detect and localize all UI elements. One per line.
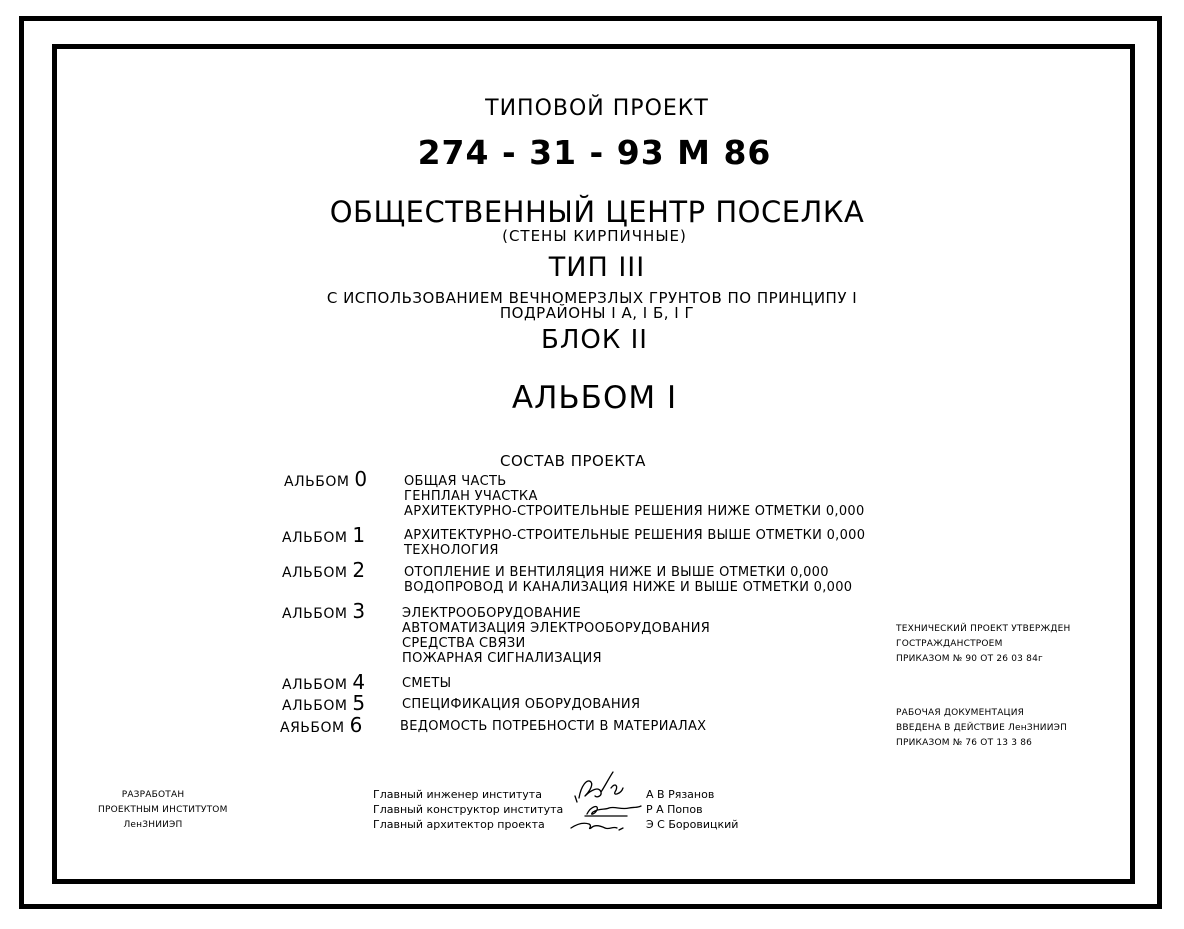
working-docs-approval xyxy=(896,706,1067,751)
album-number: 1 xyxy=(352,523,366,547)
list-item: СПЕЦИФИКАЦИЯ ОБОРУДОВАНИЯ xyxy=(402,697,641,712)
album-label-text: АЛЬБОМ xyxy=(282,677,348,693)
album-3-items xyxy=(402,606,710,666)
developer-line: ПРОЕКТНЫМ ИНСТИТУТОМ xyxy=(98,805,228,815)
list-item: ВЕДОМОСТЬ ПОТРЕБНОСТИ В МАТЕРИАЛАХ xyxy=(400,719,707,734)
album-number: 5 xyxy=(352,691,366,715)
developer-line: ЛенЗНИИЭП xyxy=(123,820,183,830)
album-label-text: АЛЬБОМ xyxy=(282,606,348,622)
developer-block xyxy=(98,788,228,833)
signatory-role: Главный конструктор института xyxy=(373,803,564,816)
signatory-role: Главный архитектор проекта xyxy=(373,818,545,831)
album-label-text: АЛЬБОМ xyxy=(282,698,348,714)
project-code: 274 - 31 - 93 М 86 xyxy=(417,133,772,172)
album-label-text: АЛЬБОМ xyxy=(282,530,348,546)
album-6-items xyxy=(400,719,706,734)
album-1-items xyxy=(404,528,865,558)
list-item: ВОДОПРОВОД И КАНАЛИЗАЦИЯ НИЖЕ И ВЫШЕ ОТМЕТКИ 0,000 xyxy=(404,580,853,595)
project-name: ОБЩЕСТВЕННЫЙ ЦЕНТР ПОСЕЛКА xyxy=(329,195,865,229)
signatory-name: Э С Боровицкий xyxy=(646,818,739,831)
album-number: 0 xyxy=(354,467,368,491)
approval-line: ПРИКАЗОМ № 76 ОТ 13 3 86 xyxy=(896,738,1033,748)
signatory-role: Главный инженер института xyxy=(373,788,542,801)
album-label-text: АЯЬБОМ xyxy=(280,720,345,736)
permafrost-note: С ИСПОЛЬЗОВАНИЕМ ВЕЧНОМЕРЗЛЫХ ГРУНТОВ ПО ПРИНЦИПУ I xyxy=(326,289,858,307)
album-label-text: АЛЬБОМ xyxy=(284,474,350,490)
subregions-note: ПОДРАЙОНЫ I А, I Б, I Г xyxy=(499,304,695,322)
list-item: ОБЩАЯ ЧАСТЬ xyxy=(404,474,507,489)
album-number: 4 xyxy=(352,670,366,694)
approval-line: ПРИКАЗОМ № 90 ОТ 26 03 84г xyxy=(896,654,1043,664)
album-3-label xyxy=(282,599,366,623)
album-6-label xyxy=(280,713,363,737)
signatory-name: А В Рязанов xyxy=(646,788,715,801)
album-1-label xyxy=(282,523,366,547)
album-label-text: АЛЬБОМ xyxy=(282,565,348,581)
signatory-name: Р А Попов xyxy=(646,803,703,816)
album-4-items xyxy=(402,676,451,691)
list-item: АРХИТЕКТУРНО-СТРОИТЕЛЬНЫЕ РЕШЕНИЯ НИЖЕ ОТМЕТКИ 0,000 xyxy=(404,504,865,519)
list-item: ТЕХНОЛОГИЯ xyxy=(404,543,499,558)
approval-line: ТЕХНИЧЕСКИЙ ПРОЕКТ УТВЕРЖДЕН xyxy=(896,624,1071,634)
technical-approval xyxy=(896,622,1070,667)
album-title: АЛЬБОМ I xyxy=(511,380,678,416)
album-2-items xyxy=(404,565,852,595)
building-type: ТИП III xyxy=(548,252,646,283)
approval-line: ГОСТРАЖДАНСТРОЕМ xyxy=(896,639,1003,649)
handwritten-signatures xyxy=(565,768,645,836)
album-0-items xyxy=(404,474,865,519)
list-item: ЭЛЕКТРООБОРУДОВАНИЕ xyxy=(402,606,582,621)
album-0-label xyxy=(284,467,368,491)
approval-line: РАБОЧАЯ ДОКУМЕНТАЦИЯ xyxy=(896,708,1025,718)
list-item: АВТОМАТИЗАЦИЯ ЭЛЕКТРООБОРУДОВАНИЯ xyxy=(402,621,711,636)
developer-line: РАЗРАБОТАН xyxy=(121,790,185,800)
project-kind: ТИПОВОЙ ПРОЕКТ xyxy=(485,96,709,121)
list-item: ГЕНПЛАН УЧАСТКА xyxy=(404,489,538,504)
album-number: 6 xyxy=(349,713,363,737)
approval-line: ВВЕДЕНА В ДЕЙСТВИЕ ЛенЗНИИЭП xyxy=(896,723,1068,733)
list-item: СМЕТЫ xyxy=(402,676,452,691)
album-number: 3 xyxy=(352,599,366,623)
album-5-items xyxy=(402,697,640,712)
list-item: ОТОПЛЕНИЕ И ВЕНТИЛЯЦИЯ НИЖЕ И ВЫШЕ ОТМЕТКИ 0,000 xyxy=(404,565,829,580)
album-5-label xyxy=(282,691,366,715)
walls-note: (СТЕНЫ КИРПИЧНЫЕ) xyxy=(502,227,687,245)
list-item: СРЕДСТВА СВЯЗИ xyxy=(402,636,526,651)
album-2-label xyxy=(282,558,366,582)
signatory-roles xyxy=(373,787,563,832)
block-label: БЛОК II xyxy=(541,325,648,355)
signatory-names xyxy=(646,787,738,832)
list-item: АРХИТЕКТУРНО-СТРОИТЕЛЬНЫЕ РЕШЕНИЯ ВЫШЕ ОТМЕТКИ 0,000 xyxy=(404,528,866,543)
composition-heading: СОСТАВ ПРОЕКТА xyxy=(500,452,646,470)
album-number: 2 xyxy=(352,558,366,582)
list-item: ПОЖАРНАЯ СИГНАЛИЗАЦИЯ xyxy=(402,651,602,666)
